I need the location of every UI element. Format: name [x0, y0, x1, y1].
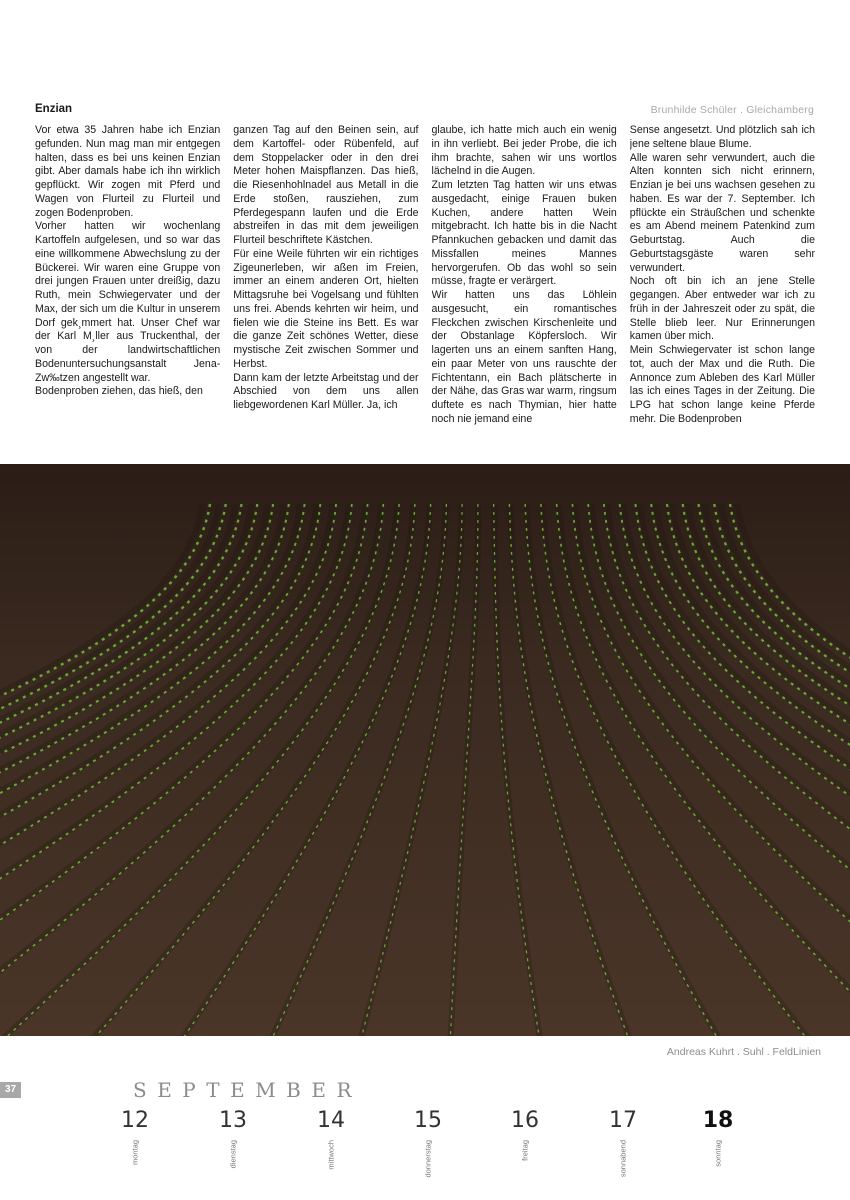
weekday-name: montag [130, 1140, 140, 1166]
day-cell [203, 1108, 263, 1169]
paragraph: Noch oft bin ich an jene Stelle gegangen. Aber entweder war ich zu früh in der Jahreszeit oder zu spät, die Stelle blieb leer. Nur Erinnerungen kamen über mich. [629, 275, 815, 343]
day-number: 16 [511, 1108, 539, 1133]
paragraph: Zum letzten Tag hatten wir uns etwas ausgedacht, einige Frauen buken Kuchen, andere hatten Wein mitgebracht. Ich hatte bis in die Nacht Pfannkuchen gebacken und damit das Missfallen meines Mannes hervorgerufen. Ob das wohl so sein müsse, fragte er verärgert. [431, 179, 617, 288]
paragraph: Wir hatten uns das Löhlein ausgesucht, ein romantisches Fleckchen zwischen Kirschenleite und der Obstanlage Köpfersloch. Wir lagerten uns an einem sanften Hang, ein paar Meter von uns rauschte der Fichtentann, ein Bach plätscherte in der Nähe, das Gras war warm, ringsum duftete es nach Thymian, hier hatte noch nie jemand eine [431, 289, 617, 425]
paragraph: Sense angesetzt. Und plötzlich sah ich jene seltene blaue Blume. [629, 124, 815, 150]
day-number: 18 [702, 1108, 734, 1133]
day-number: 14 [317, 1108, 345, 1133]
article-title: Enzian [35, 103, 73, 115]
page-number: 37 [0, 1082, 21, 1098]
text-column-4 [630, 124, 815, 434]
weekday-name: dienstag [228, 1140, 238, 1169]
weekday-name: sonntag [713, 1140, 723, 1167]
weekday-name: sonnabend [618, 1140, 628, 1178]
day-cell-highlight [688, 1108, 748, 1167]
paragraph: Vorher hatten wir wochenlang Kartoffeln aufgelesen, und so war das eine willkommene Abwechslung zu der Bückerei. Wir waren eine Gruppe von drei jungen Frauen unter dreißig, dazu Ruth, mein Schwiegervater und der Max, der sich um die Kultur in unserem Dorf gek¸mmert hat. Unser Chef war der Karl M¸ller aus Truckenthal, der von der landwirtschaftlichen Bodenuntersuchungsanstalt Jena-Zw‰tzen angestellt war. [35, 220, 221, 384]
paragraph: glaube, ich hatte mich auch ein wenig in ihn verliebt. Bei jeder Probe, die ich ihm brachte, sahen wir uns wortlos lächelnd in die Augen. [431, 124, 617, 178]
field-rows-image [0, 464, 850, 1036]
paragraph: Alle waren sehr verwundert, auch die Alten konnten sich nicht erinnern, Enzian je bei uns wachsen gesehen zu haben. Es war der 7. September. Ich pflückte ein Sträußchen und schenkte es am Abend meinem Patenkind zum Geburtstag. Auch die Geburtstagsgäste waren sehr verwundert. [629, 151, 815, 274]
paragraph: Dann kam der letzte Arbeitstag und der Abschied von dem uns allen liebgewordenen Karl Müller. Ja, ich [233, 371, 419, 411]
paragraph: Mein Schwiegervater ist schon lange tot, auch der Max und die Ruth. Die Annonce zum Ableben des Karl Müller las ich eines Tages in der Zeitung. Die LPG hat schon lange keine Pferde mehr. Die Bodenproben [629, 344, 815, 425]
paragraph: ganzen Tag auf den Beinen sein, auf dem Kartoffel- oder Rübenfeld, auf dem Stoppelacker oder in den drei Meter hohen Maispflanzen. Das hieß, die Riesenhohlnadel aus Metall in die Erde stoßen, rausziehen, zum Pferdegespann laufen und die Erde abstreifen in das mit dem jeweiligen Flurteil beschriftete Kästchen. [233, 124, 419, 246]
text-column-2 [233, 124, 418, 434]
field-photo [0, 464, 850, 1036]
paragraph: Vor etwa 35 Jahren habe ich Enzian gefunden. Nun mag man mir entgegen halten, dass es bei uns keinen Enzian gibt. Aber damals habe ich ihn wirklich gepflückt. Wir zogen mit Pferd und Wagen von Flurteil zu Flurteil und zogen Bodenproben. [35, 124, 221, 219]
weekday-name: mittwoch [326, 1140, 336, 1170]
day-number: 12 [121, 1108, 149, 1133]
month-name: SEPTEMBER [133, 1078, 363, 1102]
day-number: 17 [609, 1108, 637, 1133]
article-author: Brunhilde Schüler . Gleichamberg [650, 104, 814, 116]
day-cell [301, 1108, 361, 1170]
photo-credit: Andreas Kuhrt . Suhl . FeldLinien [666, 1046, 821, 1058]
day-cell [495, 1108, 555, 1161]
day-number: 15 [414, 1108, 442, 1133]
text-column-1 [35, 124, 220, 434]
paragraph: Für eine Weile führten wir ein richtiges Zigeunerleben, wir aßen im Freien, immer an einem anderen Ort, hielten Mittagsruhe bei Vogelsang und fühlten uns frei. Abends kehrten wir heim, und fielen wie die Steine ins Bett. Es war die ganze Zeit schönes Wetter, diese mystische Zeit zwischen Sommer und Herbst. [233, 247, 419, 370]
text-column-3 [432, 124, 617, 434]
weekday-name: donnerstag [423, 1140, 433, 1178]
day-cell [105, 1108, 165, 1166]
weekday-name: freitag [520, 1140, 530, 1161]
day-cell [398, 1108, 458, 1178]
paragraph: Bodenproben ziehen, das hieß, den [35, 385, 203, 398]
article-body [35, 124, 815, 434]
day-number: 13 [219, 1108, 247, 1133]
day-cell [593, 1108, 653, 1178]
